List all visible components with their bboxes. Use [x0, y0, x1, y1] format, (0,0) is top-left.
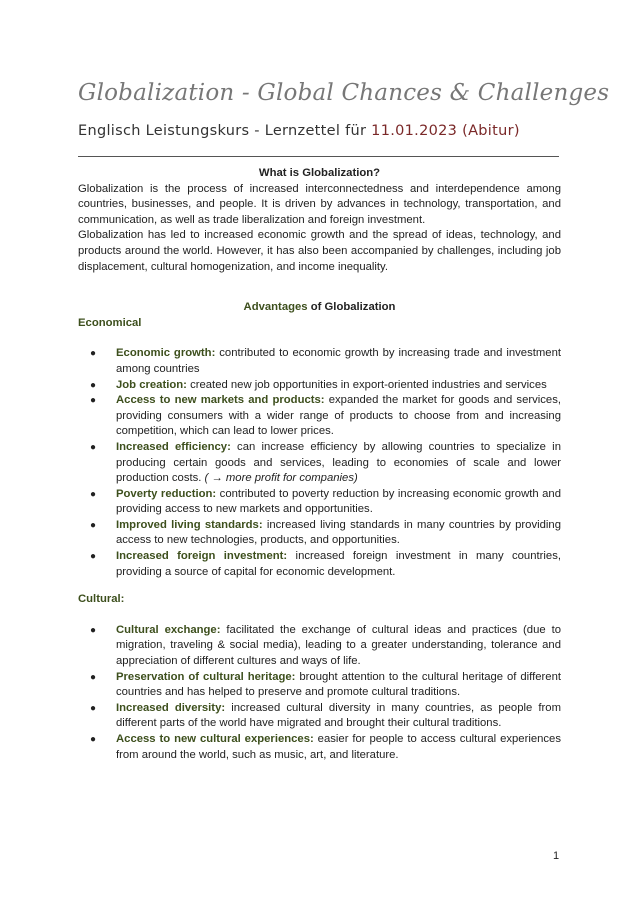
- list-item: [78, 346, 561, 377]
- item-text: increased living standards in many countries by providing access to new technologies, products, and opportunities.: [116, 518, 561, 547]
- bullet-icon: ●: [90, 488, 97, 500]
- page-number: 1: [553, 850, 560, 862]
- document-title: Globalization - Global Chances & Challenges: [78, 80, 610, 106]
- header-divider: [78, 156, 559, 157]
- list-item: [78, 670, 561, 701]
- list-item: [78, 393, 561, 440]
- item-text: increased cultural diversity in many countries, as people from different parts of the world have migrated and brought their cultural traditions.: [116, 701, 562, 730]
- bullet-icon: ●: [90, 395, 97, 407]
- list-item: [78, 549, 561, 580]
- item-text: brought attention to the cultural heritage of different countries and has helped to preserve and promote cultural traditions.: [116, 670, 561, 699]
- list-item: [78, 378, 561, 394]
- item-term: Poverty reduction:: [116, 487, 217, 500]
- document-subtitle: [78, 123, 520, 139]
- item-text: increased foreign investment in many countries, providing a source of capital for economic development.: [116, 550, 561, 578]
- economical-list: [78, 346, 561, 580]
- bullet-icon: ●: [90, 348, 97, 360]
- advantages-heading-accent: Advantages: [243, 301, 308, 314]
- list-item: [78, 732, 561, 763]
- bullet-icon: ●: [90, 671, 97, 683]
- subtitle-tail: (Abitur): [457, 123, 520, 139]
- bullet-icon: ●: [90, 519, 97, 531]
- bullet-icon: ●: [90, 702, 97, 714]
- item-term: Improved living standards:: [116, 518, 263, 531]
- section-economical-label: Economical: [78, 316, 142, 329]
- item-note: ( → more profit for companies): [204, 472, 358, 485]
- intro-heading: What is Globalization?: [258, 167, 381, 179]
- item-text: easier for people to access cultural experiences from around the world, such as music, art, and literature.: [116, 733, 561, 761]
- item-text: expanded the market for goods and services, providing consumers with a wider range of products to choose from and increasing competition, which can lead to lower prices.: [116, 394, 561, 438]
- list-item: [78, 487, 561, 518]
- bullet-icon: ●: [90, 551, 97, 563]
- item-text: contributed to economic growth by increasing trade and investment among countries: [116, 347, 561, 375]
- item-term: Access to new cultural experiences:: [116, 733, 314, 745]
- item-text: facilitated the exchange of cultural ideas and practices (due to migration, traveling & social media), leading to a greater understanding, tolerance and appreciation of different cultures and ways of life.: [116, 623, 561, 668]
- item-term: Preservation of cultural heritage:: [116, 670, 296, 683]
- item-term: Economic growth:: [116, 347, 216, 360]
- bullet-icon: ●: [90, 624, 97, 636]
- document-body: [78, 166, 561, 763]
- list-item: [78, 518, 561, 549]
- list-item: [78, 440, 561, 487]
- item-term: Increased foreign investment:: [116, 550, 288, 563]
- bullet-icon: ●: [90, 441, 97, 453]
- item-text: can increase efficiency by allowing countries to specialize in producing certain goods and services, leading to economies of scale and lower production costs.: [116, 440, 561, 485]
- advantages-heading-rest: of Globalization: [307, 301, 396, 314]
- intro-paragraph-1: Globalization is the process of increased interconnectedness and interdependence among countries, businesses, and people. It is driven by advances in technology, transportation, and communication, as well as trade liberalization and foreign investment.: [78, 182, 561, 226]
- item-term: Access to new markets and products:: [116, 394, 325, 407]
- list-item: [78, 623, 561, 670]
- bullet-icon: ●: [90, 734, 97, 745]
- item-term: Increased diversity:: [116, 701, 226, 714]
- item-term: Job creation:: [116, 378, 187, 391]
- subtitle-main: Englisch Leistungskurs - Lernzettel für: [78, 123, 372, 139]
- cultural-list: [78, 623, 561, 763]
- item-text: contributed to poverty reduction by increasing economic growth and providing access to new markets and opportunities.: [116, 487, 561, 516]
- advantages-heading: [78, 300, 561, 316]
- item-text: created new job opportunities in export-oriented industries and services: [186, 378, 547, 391]
- bullet-icon: ●: [90, 379, 97, 391]
- subtitle-date: 11.01.2023: [371, 123, 458, 139]
- intro-paragraph-2: Globalization has led to increased economic growth and the spread of ideas, technology, and products around the world. However, it has also been accompanied by challenges, including job displacement, cultural homogenization, and income inequality.: [78, 229, 561, 273]
- item-term: Increased efficiency:: [116, 440, 231, 453]
- section-cultural-label: Cultural:: [78, 593, 125, 606]
- item-term: Cultural exchange:: [116, 623, 221, 636]
- list-item: [78, 701, 561, 732]
